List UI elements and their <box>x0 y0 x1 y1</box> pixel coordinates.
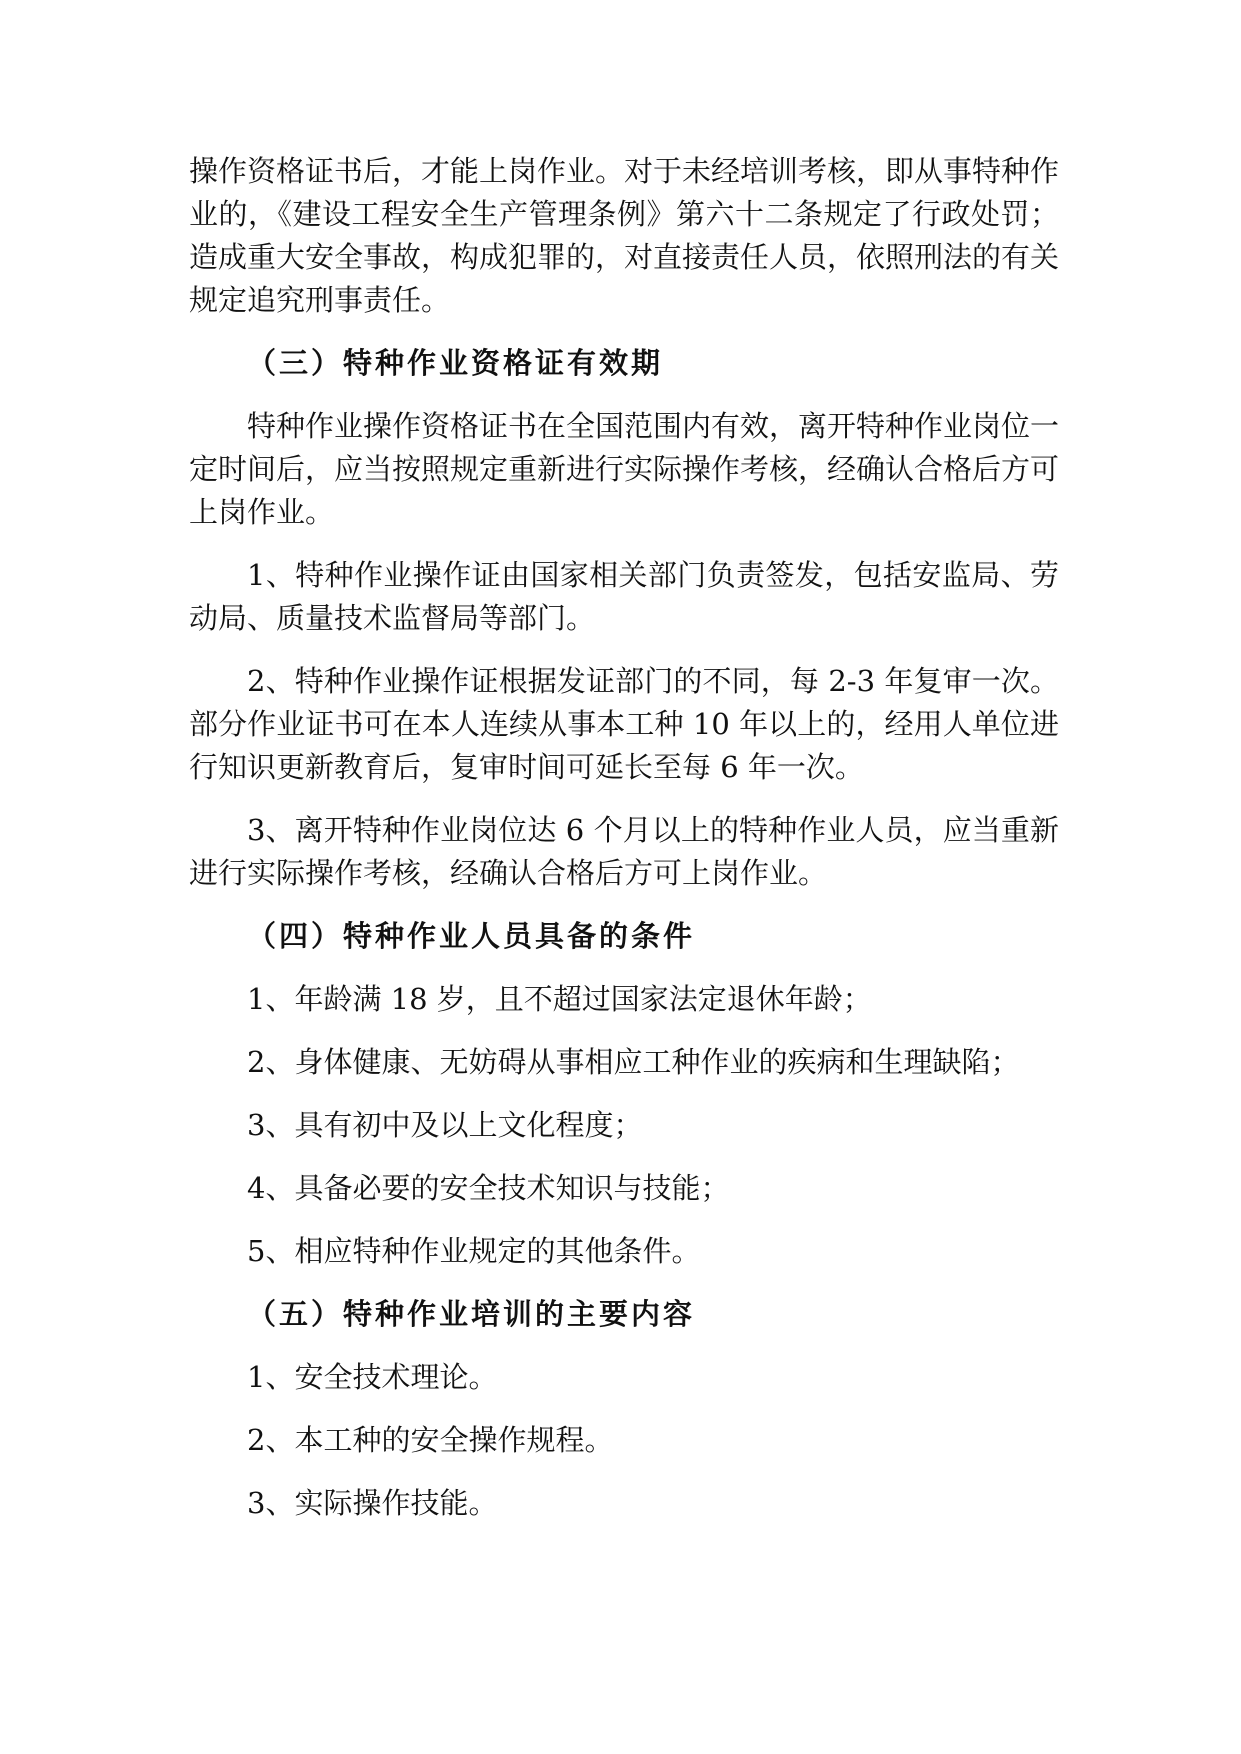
section-3-paragraph: 1、特种作业操作证由国家相关部门负责签发，包括安监局、劳动局、质量技术监督局等部门。 <box>189 558 1059 635</box>
section-4-list-item: 5、相应特种作业规定的其他条件。 <box>247 1234 701 1268</box>
section-3-paragraph: 3、离开特种作业岗位达 6 个月以上的特种作业人员，应当重新进行实际操作考核，经确认合格后方可上岗作业。 <box>189 813 1059 890</box>
section-3-paragraph: 2、特种作业操作证根据发证部门的不同，每 2-3 年复审一次。部分作业证书可在本人连续从事本工种 10 年以上的，经用人单位进行知识更新教育后，复审时间可延长至每 6 年一次。 <box>189 664 1059 784</box>
section-4-list-item: 2、身体健康、无妨碍从事相应工种作业的疾病和生理缺陷； <box>247 1045 1020 1079</box>
section-4-list-item: 1、年龄满 18 岁，且不超过国家法定退休年龄； <box>247 982 872 1016</box>
document-body <box>189 150 1059 1545</box>
section-4-heading: （四）特种作业人员具备的条件 <box>247 919 696 953</box>
section-3-heading: （三）特种作业资格证有效期 <box>247 346 664 380</box>
section-3-paragraph: 特种作业操作资格证书在全国范围内有效，离开特种作业岗位一定时间后，应当按照规定重新进行实际操作考核，经确认合格后方可上岗作业。 <box>189 409 1060 529</box>
section-5-list-item: 1、安全技术理论。 <box>247 1360 498 1394</box>
section-4-list-item: 4、具备必要的安全技术知识与技能； <box>247 1171 730 1205</box>
section-5-list-item: 2、本工种的安全操作规程。 <box>247 1423 614 1457</box>
section-5-heading: （五）特种作业培训的主要内容 <box>247 1297 696 1331</box>
section-4-list-item: 3、具有初中及以上文化程度； <box>247 1108 643 1142</box>
intro-paragraph: 操作资格证书后，才能上岗作业。对于未经培训考核，即从事特种作业的，《建设工程安全生产管理条例》第六十二条规定了行政处罚；造成重大安全事故，构成犯罪的，对直接责任人员，依照刑法的有关规定追究刑事责任。 <box>189 154 1060 317</box>
section-5-list-item: 3、实际操作技能。 <box>247 1486 498 1520</box>
